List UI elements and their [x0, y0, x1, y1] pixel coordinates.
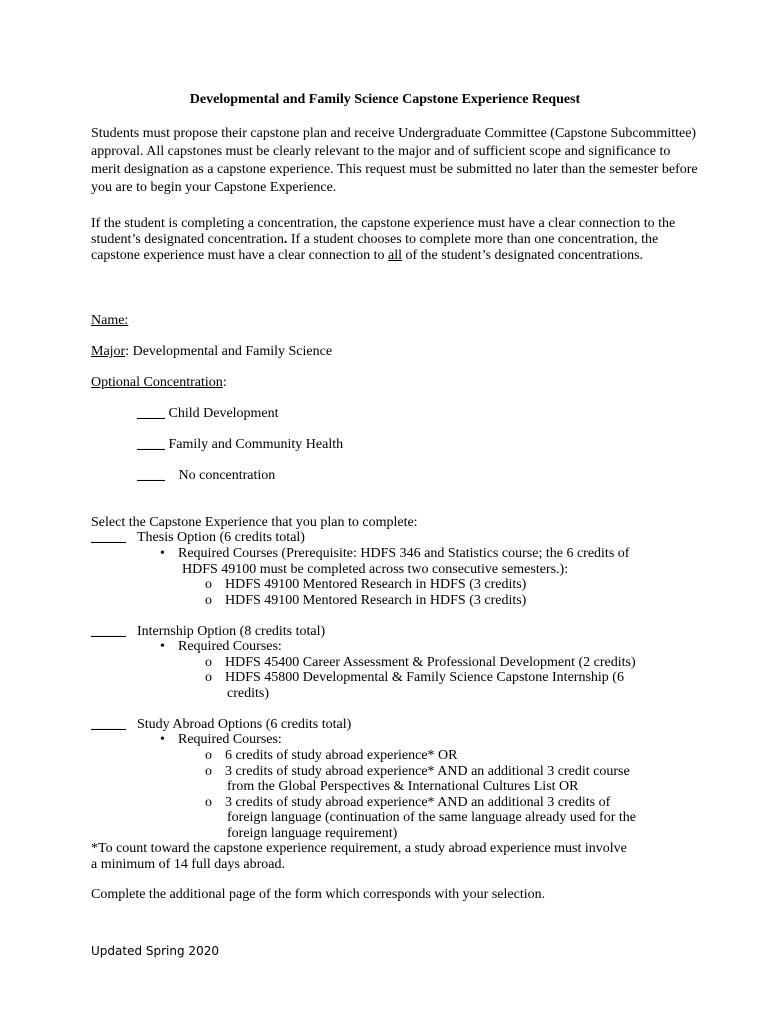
internship-option[interactable] — [91, 624, 325, 640]
thesis-req-line1: Required Courses (Prerequisite: HDFS 346 and Statistics course; the 6 credits of — [178, 546, 630, 561]
course-text: HDFS 45400 Career Assessment & Professional Development (2 credits) — [225, 655, 636, 670]
page-title: Developmental and Family Science Capstone Experience Request — [189, 92, 581, 107]
circle-bullet-icon: o — [205, 655, 212, 670]
concentration-label: Optional Concentration — [91, 375, 223, 390]
abroad-opt-3-cont2: foreign language requirement) — [227, 826, 398, 841]
internship-course-1 — [205, 655, 636, 671]
abroad-opt-2-cont: from the Global Perspectives & International Cultures List OR — [227, 779, 579, 794]
course-text: 3 credits of study abroad experience* AND an additional 3 credit course — [225, 764, 630, 779]
abroad-req: Required Courses: — [178, 732, 282, 747]
abroad-opt-3-cont1: foreign language (continuation of the same language already used for the — [227, 810, 636, 825]
thesis-required — [160, 546, 629, 562]
intro2-all: all — [387, 248, 402, 263]
concentration-child-development[interactable] — [137, 406, 279, 422]
abroad-required — [160, 732, 282, 748]
course-text: 3 credits of study abroad experience* AND an additional 3 credits of — [225, 795, 611, 810]
intro2-period: . — [283, 232, 288, 247]
abroad-opt-1 — [205, 748, 457, 764]
concentration-option-label: Child Development — [168, 406, 279, 421]
major-value: : Developmental and Family Science — [125, 344, 333, 359]
intro-paragraph-1: Students must propose their capstone plan and receive Undergraduate Committee (Capstone Subcommittee) approval. All capstones must be clearly relevant to the major and of sufficient scope and significance to merit designation as a capstone experience. This request must be submitted no later than the semester before you are to begin your Capstone Experience. — [91, 126, 698, 195]
bullet-icon: • — [160, 639, 165, 654]
thesis-option[interactable] — [91, 530, 305, 546]
checkbox-blank[interactable]: _____ — [91, 717, 126, 732]
checkbox-blank[interactable]: ____ — [137, 437, 165, 452]
internship-req: Required Courses: — [178, 639, 282, 654]
concentration-family-health[interactable] — [137, 437, 343, 453]
internship-title: Internship Option (8 credits total) — [137, 624, 326, 639]
concentration-option-label: No concentration — [178, 468, 276, 483]
course-text: HDFS 49100 Mentored Research in HDFS (3 credits) — [225, 593, 527, 608]
bullet-icon: • — [160, 546, 165, 561]
abroad-opt-3 — [205, 795, 610, 811]
circle-bullet-icon: o — [205, 670, 212, 685]
major-label: Major — [91, 344, 126, 359]
concentration-colon: : — [222, 375, 227, 390]
course-text: HDFS 49100 Mentored Research in HDFS (3 credits) — [225, 577, 527, 592]
course-text: 6 credits of study abroad experience* OR — [225, 748, 458, 763]
concentration-option-label: Family and Community Health — [168, 437, 344, 452]
name-label: Name: — [91, 313, 129, 328]
select-prompt: Select the Capstone Experience that you plan to complete: — [91, 515, 418, 530]
checkbox-blank[interactable]: _____ — [91, 624, 126, 639]
footnote-line-2: a minimum of 14 full days abroad. — [91, 857, 286, 872]
major-line — [91, 344, 332, 360]
circle-bullet-icon: o — [205, 577, 212, 592]
intro-paragraph-2 — [91, 216, 701, 264]
circle-bullet-icon: o — [205, 764, 212, 779]
circle-bullet-icon: o — [205, 748, 212, 763]
course-text: HDFS 45800 Developmental & Family Science Capstone Internship (6 — [225, 670, 624, 685]
circle-bullet-icon: o — [205, 593, 212, 608]
intro2-text-b: If a student chooses to complete more than one concentration, the capstone experience must have a clear connection to — [91, 232, 659, 263]
thesis-course-1 — [205, 577, 526, 593]
abroad-option[interactable] — [91, 717, 351, 733]
internship-course-2 — [205, 670, 624, 686]
abroad-opt-2 — [205, 764, 630, 780]
concentration-heading — [91, 375, 227, 391]
intro2-text-c: of the student’s designated concentrations. — [401, 248, 644, 263]
footer-updated: Updated Spring 2020 — [91, 944, 219, 958]
checkbox-blank[interactable]: ____ — [137, 468, 165, 483]
thesis-req-line2: HDFS 49100 must be completed across two consecutive semesters.): — [182, 562, 569, 577]
abroad-title: Study Abroad Options (6 credits total) — [137, 717, 352, 732]
checkbox-blank[interactable]: _____ — [91, 530, 126, 545]
circle-bullet-icon: o — [205, 795, 212, 810]
checkbox-blank[interactable]: ____ — [137, 406, 165, 421]
internship-required — [160, 639, 282, 655]
concentration-none[interactable] — [137, 468, 275, 484]
complete-note: Complete the additional page of the form which corresponds with your selection. — [91, 887, 546, 902]
intro2-text-a: If the student is completing a concentration, the capstone experience must have a clear connection to the student’s designated concentration — [91, 216, 676, 247]
thesis-title: Thesis Option (6 credits total) — [137, 530, 305, 545]
thesis-course-2 — [205, 593, 526, 609]
internship-course-2-cont: credits) — [227, 686, 269, 701]
bullet-icon: • — [160, 732, 165, 747]
footnote-line-1: *To count toward the capstone experience requirement, a study abroad experience must involve — [91, 841, 627, 856]
